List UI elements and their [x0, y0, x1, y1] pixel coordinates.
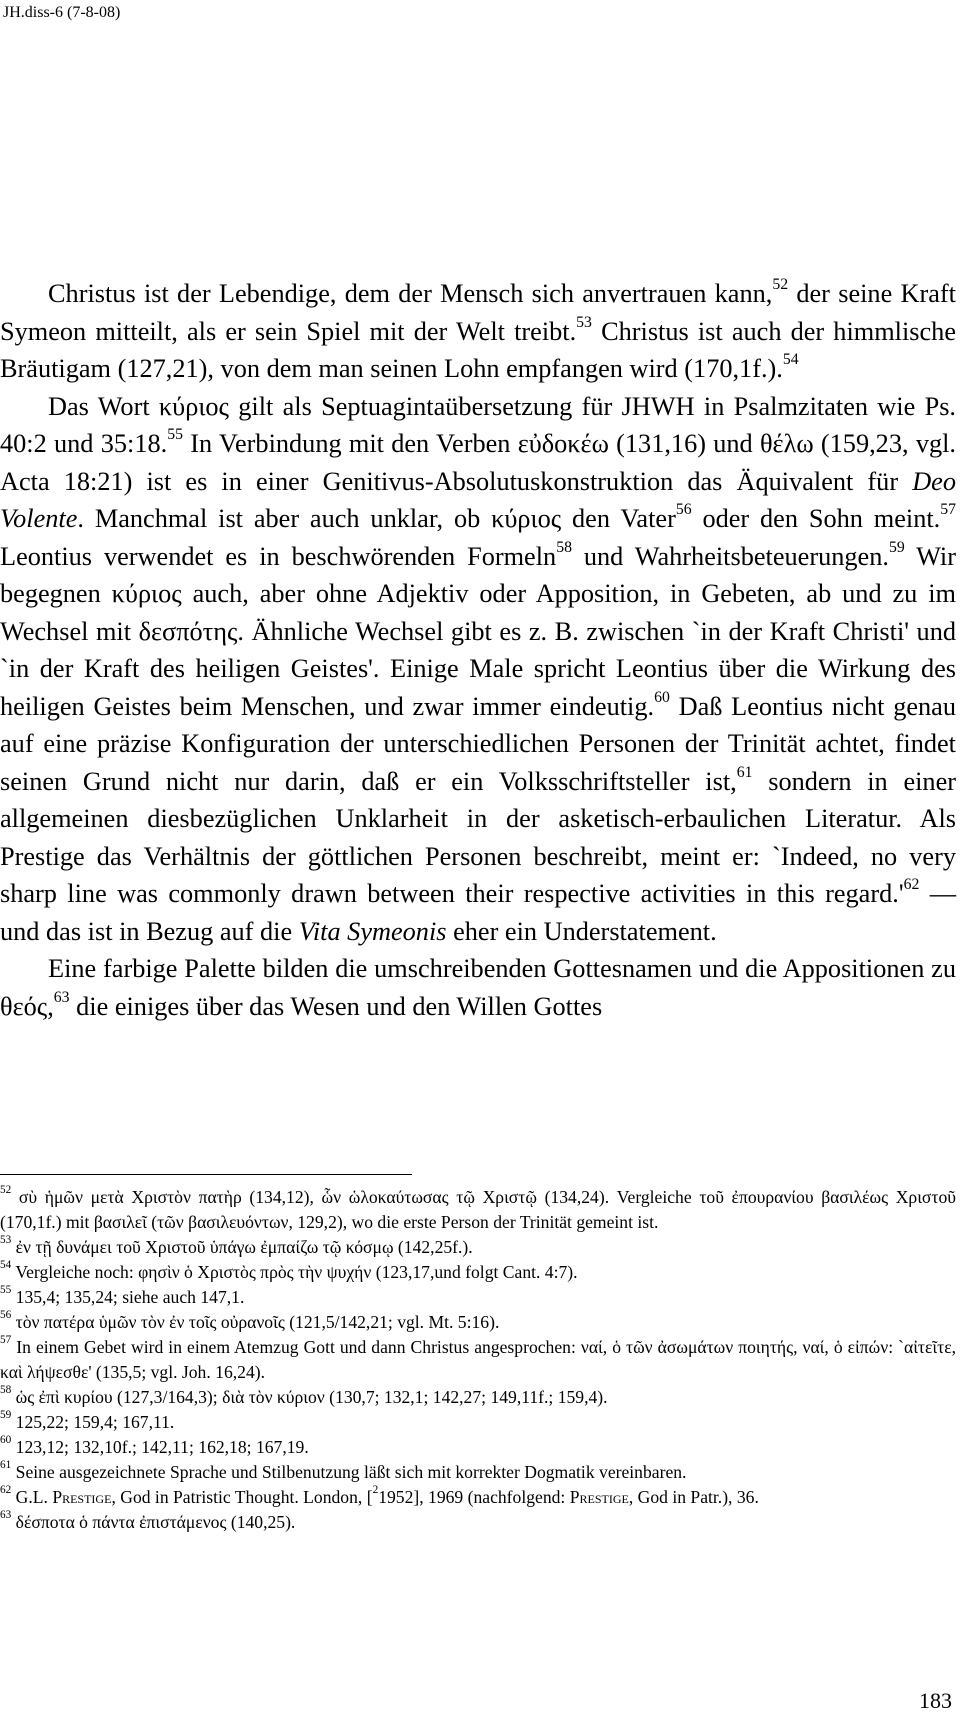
running-header: JH.diss-6 (7-8-08) — [3, 4, 121, 21]
footnote: $^{63}$ δέσποτα ὁ πάντα ἐπιστάμενος (140,25). — [0, 1509, 296, 1532]
footnote: $^{52}$ σὺ ἡμῶν μετὰ Χριστὸν πατὴρ (134,12), ὧν ὡλοκαύτωσας τῷ Χριστῷ (134,24). Vergleiche τοῦ ἐπουρανίου βασιλέως Χριστοῦ (170,1f.) mit βασιλεῖ (τῶν βασιλευόντων, 129,2), wo die erste Person der Trinität gemeint ist. — [0, 1184, 956, 1232]
footnote: $^{59}$ 125,22; 159,4; 167,11. — [0, 1409, 175, 1432]
footnote-ref: 58 — [556, 538, 572, 556]
footnote: $^{57}$ In einem Gebet wird in einem Atemzug Gott und dann Christus angesprochen: ναί, ὁ τῶν ἀσωμάτων ποιητής, ναί, ὁ εἰπών: `αἰτεῖτε, καὶ λήψεσθε' (135,5; vgl. Joh. 16,24). — [0, 1334, 956, 1382]
paragraph: Das Wort κύριος gilt als Septuagintaübersetzung für JHWH in Psalmzitaten wie Ps. 40:2 und 35:18.55 In Verbindung mit den Verben εὐδοκέω (131,16) und θέλω (159,23, vgl. Acta 18:21) ist es in einer Genitivus-Absolutuskonstruktion das Äquivalent für Deo Volente. Manchmal ist aber auch unklar, ob κύριος den Vater$^{56}$ oder den Sohn meint.$^{57}$ Leontius verwendet es in beschwörenden Formeln$^{58}$ und Wahrheitsbeteuerungen.$^{59}$ Wir begegnen κύριος auch, aber ohne Adjektiv oder Apposition, in Gebeten, ab und zu im Wechsel mit δεσπότης. Ähnliche Wechsel gibt es z. B. zwischen `in der Kraft Christi' und `in der Kraft des heiligen Geistes'. Einige Male spricht Leontius über die Wirkung des heiligen Geistes beim Menschen, und zwar immer eindeutig.$^{60}$ Daß Leontius nicht genau auf eine präzise Konfiguration der unterschiedlichen Personen der Trinität achtet, findet seinen Grund nicht nur darin, daß er ein Volksschriftsteller ist,$^{61}$ sondern in einer allgemeinen diesbezüglichen Unklarheit in der asketisch-erbaulichen Literatur. Als Prestige das Verhältnis der göttlichen Personen beschreibt, meint er: `Indeed, no very sharp line was commonly drawn between their respective activities in this $regard.'^{62}$ — und das ist in Bezug auf die Vita Symeonis eher ein Understatement. — [0, 391, 957, 946]
footnote-ref: 59 — [888, 538, 905, 556]
footnote-ref: 61 — [736, 763, 753, 781]
footnote-ref: 52 — [772, 276, 789, 294]
footnote-ref: 62 — [903, 876, 920, 894]
footnote: $^{53}$ ἐν τῇ δυνάμει τοῦ Χριστοῦ ὑπάγω ἐμπαίζω τῷ κόσμῳ (142,25f.). — [0, 1234, 473, 1257]
footnote: $^{60}$ 123,12; 132,10f.; 142,11; 162,18; 167,19. — [0, 1434, 309, 1457]
footnote-ref: 63 — [53, 988, 70, 1006]
footnote: $^{54}$ Vergleiche noch: φησὶν ὁ Χριστὸς πρὸς τὴν ψυχήν (123,17,und folgt Cant. 4:7). — [0, 1259, 578, 1282]
paragraph: Christus ist der Lebendige, dem der Mensch sich anvertrauen kann,$^{52}$ der seine Kraft Symeon mitteilt, als er sein Spiel mit der Welt treibt.$^{53}$ Christus ist auch der himmlische Bräutigam (127,21), von dem man seinen Lohn empfangen wird (170,1f.).$^{54}$ — [0, 276, 957, 383]
footnote: $^{62}$ G.L. Prestige, God in Patristic Thought. London, [$^2$1952], 1969 (nachfolgend: Prestige, God in Patr.), 36. — [0, 1484, 759, 1507]
footnote: $^{58}$ ὡς ἐπὶ κυρίου (127,3/164,3); διὰ τὸν κύριον (130,7; 132,1; 142,27; 149,11f.; 159,4). — [0, 1384, 608, 1407]
body-text — [0, 275, 956, 1025]
footnote-ref: 55 — [167, 426, 183, 444]
page-number: 183 — [919, 1688, 952, 1713]
footnote-ref: 60 — [654, 688, 670, 706]
footnote-ref: 57 — [940, 501, 956, 519]
footnote: $^{55}$ 135,4; 135,24; siehe auch 147,1. — [0, 1284, 245, 1307]
paragraph: Eine farbige Palette bilden die umschreibenden Gottesnamen und die Appositionen zu θεός,$^{63}$ die einiges über das Wesen und den Willen Gottes — [0, 954, 956, 1021]
footnotes — [0, 1185, 956, 1535]
footnote: $^{61}$ Seine ausgezeichnete Sprache und Stilbenutzung läßt sich mit korrekter Dogmatik vereinbaren. — [0, 1459, 687, 1482]
footnote-ref: 53 — [576, 313, 592, 331]
footnote-ref: 56 — [675, 501, 692, 519]
footnote-ref: 54 — [782, 351, 799, 369]
footnote: $^{56}$ τὸν πατέρα ὑμῶν τὸν ἐν τοῖς οὐρανοῖς (121,5/142,21; vgl. Mt. 5:16). — [0, 1309, 500, 1332]
footnote-separator — [0, 1174, 412, 1175]
